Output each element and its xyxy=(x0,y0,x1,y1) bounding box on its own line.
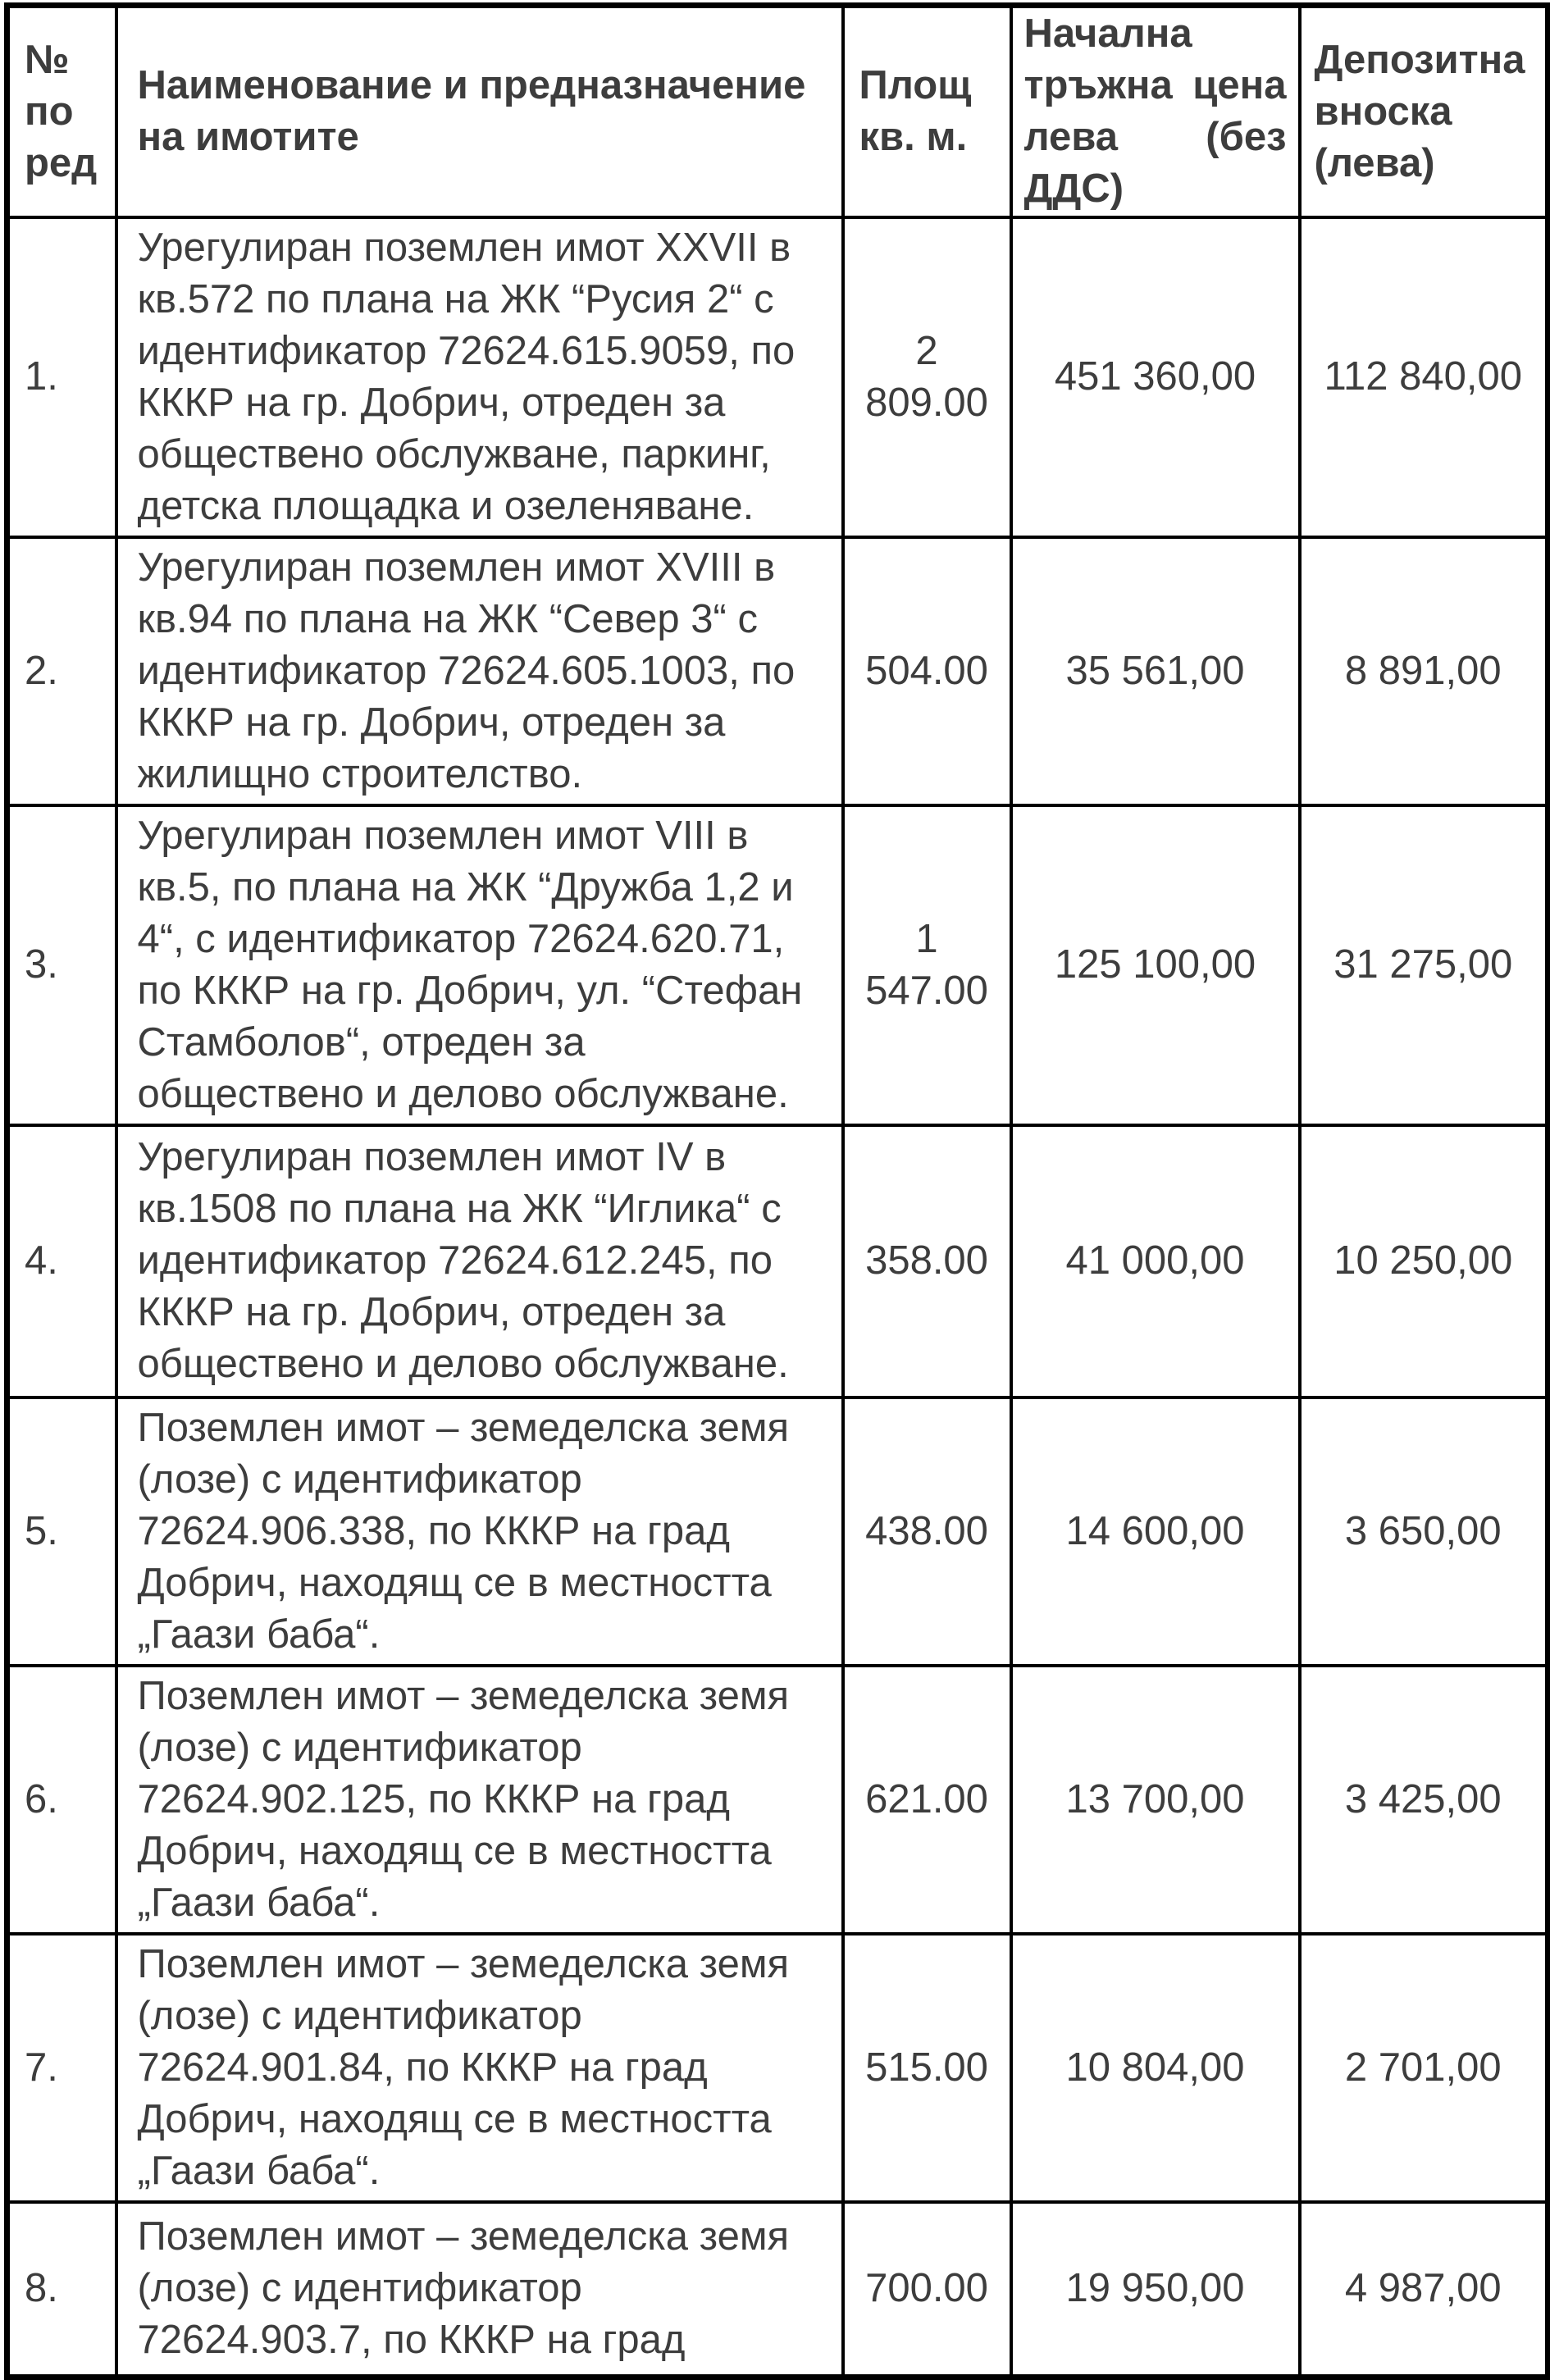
area-cell: 438.00 xyxy=(843,1397,1011,1666)
price-cell: 14 600,00 xyxy=(1011,1397,1300,1666)
description-cell: Урегулиран поземлен имот XVIII в кв.94 по плана на ЖК “Север 3“ с идентификатор 72624.605.1003, по КККР на гр. Добрич, отреден за жилищно строителство. xyxy=(116,537,843,805)
description-cell: Поземлен имот – земеделска земя (лозе) с идентификатор 72624.906.338, по КККР на град Добрич, находящ се в местността „Гаази баба“. xyxy=(116,1397,843,1666)
header-area: Площ кв. м. xyxy=(843,6,1011,217)
header-name-purpose: Наименование и предназначение на имотите xyxy=(116,6,843,217)
price-cell: 19 950,00 xyxy=(1011,2202,1300,2378)
table-row xyxy=(7,1934,1548,2202)
deposit-cell: 4 987,00 xyxy=(1300,2202,1548,2378)
description-cell: Поземлен имот – земеделска земя (лозе) с идентификатор 72624.902.125, по КККР на град Добрич, находящ се в местността „Гаази баба“. xyxy=(116,1666,843,1934)
price-cell: 13 700,00 xyxy=(1011,1666,1300,1934)
row-number-cell: 1. xyxy=(7,217,116,537)
deposit-cell: 112 840,00 xyxy=(1300,217,1548,537)
property-table xyxy=(4,2,1550,2380)
table-row xyxy=(7,1397,1548,1666)
price-cell: 10 804,00 xyxy=(1011,1934,1300,2202)
description-cell: Поземлен имот – земеделска земя (лозе) с идентификатор 72624.903.7, по КККР на град xyxy=(116,2202,843,2378)
deposit-cell: 3 425,00 xyxy=(1300,1666,1548,1934)
deposit-cell: 8 891,00 xyxy=(1300,537,1548,805)
description-cell: Урегулиран поземлен имот VIII в кв.5, по плана на ЖК “Дружба 1,2 и 4“, с идентификатор 72624.620.71, по КККР на гр. Добрич, ул. “Стефан Стамболов“, отреден за обществено и делово обслужване. xyxy=(116,805,843,1125)
header-deposit: Депозитна вноска (лева) xyxy=(1300,6,1548,217)
table-row xyxy=(7,805,1548,1125)
price-cell: 451 360,00 xyxy=(1011,217,1300,537)
deposit-cell: 2 701,00 xyxy=(1300,1934,1548,2202)
row-number-cell: 6. xyxy=(7,1666,116,1934)
price-cell: 35 561,00 xyxy=(1011,537,1300,805)
area-cell: 504.00 xyxy=(843,537,1011,805)
row-number-cell: 2. xyxy=(7,537,116,805)
area-cell: 2 809.00 xyxy=(843,217,1011,537)
deposit-cell: 31 275,00 xyxy=(1300,805,1548,1125)
area-cell: 358.00 xyxy=(843,1125,1011,1397)
table-row xyxy=(7,217,1548,537)
table-row xyxy=(7,2202,1548,2378)
description-cell: Урегулиран поземлен имот IV в кв.1508 по плана на ЖК “Иглика“ с идентификатор 72624.612.245, по КККР на гр. Добрич, отреден за обществено и делово обслужване. xyxy=(116,1125,843,1397)
header-row-number: № по ред xyxy=(7,6,116,217)
table-row xyxy=(7,1125,1548,1397)
price-cell: 125 100,00 xyxy=(1011,805,1300,1125)
description-cell: Урегулиран поземлен имот XXVII в кв.572 по плана на ЖК “Русия 2“ с идентификатор 72624.615.9059, по КККР на гр. Добрич, отреден за обществено обслужване, паркинг, детска площадка и озеленяване. xyxy=(116,217,843,537)
price-cell: 41 000,00 xyxy=(1011,1125,1300,1397)
area-cell: 700.00 xyxy=(843,2202,1011,2378)
header-start-price: Начална тръжна цена лева (без ДДС) xyxy=(1011,6,1300,217)
area-cell: 621.00 xyxy=(843,1666,1011,1934)
document-page xyxy=(4,2,1545,2380)
deposit-cell: 3 650,00 xyxy=(1300,1397,1548,1666)
row-number-cell: 4. xyxy=(7,1125,116,1397)
table-row xyxy=(7,1666,1548,1934)
row-number-cell: 7. xyxy=(7,1934,116,2202)
row-number-cell: 3. xyxy=(7,805,116,1125)
row-number-cell: 8. xyxy=(7,2202,116,2378)
deposit-cell: 10 250,00 xyxy=(1300,1125,1548,1397)
table-header-row xyxy=(7,6,1548,217)
area-cell: 515.00 xyxy=(843,1934,1011,2202)
row-number-cell: 5. xyxy=(7,1397,116,1666)
description-cell: Поземлен имот – земеделска земя (лозе) с идентификатор 72624.901.84, по КККР на град Добрич, находящ се в местността „Гаази баба“. xyxy=(116,1934,843,2202)
area-cell: 1 547.00 xyxy=(843,805,1011,1125)
table-row xyxy=(7,537,1548,805)
